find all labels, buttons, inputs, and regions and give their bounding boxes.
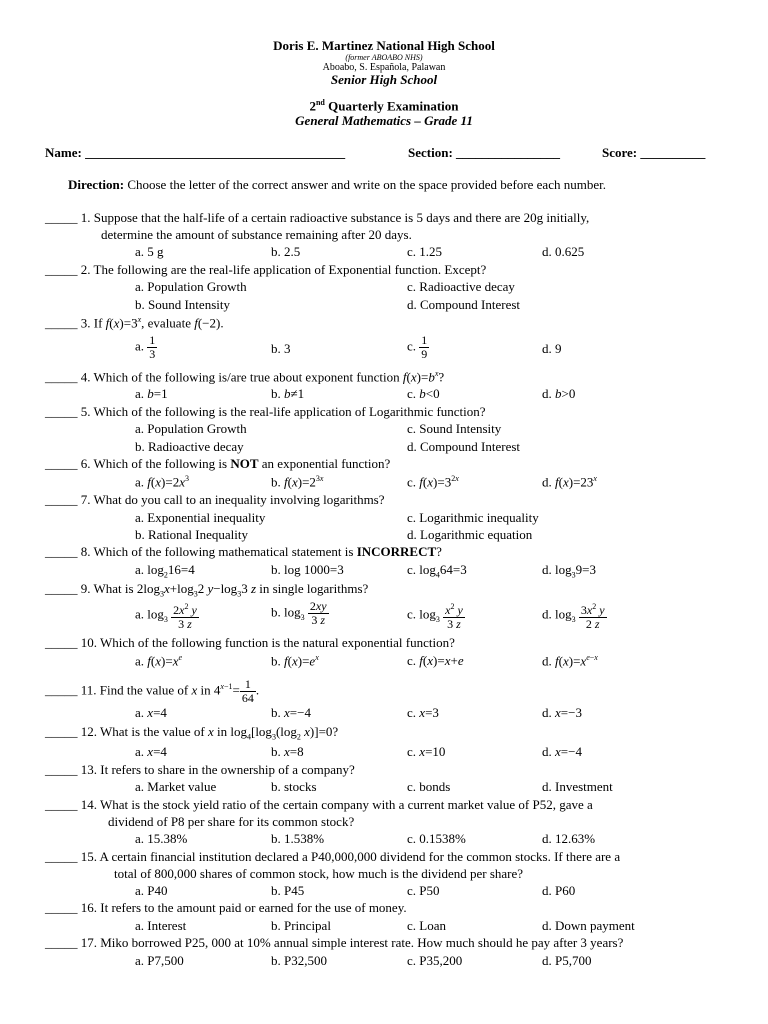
q9-c-label: c. (407, 606, 420, 622)
q2-option-a[interactable]: a. Population Growth (135, 279, 247, 294)
q4-option-c[interactable]: c. b<0 (407, 386, 440, 401)
q6-option-a[interactable]: a. $f(x)=2x^3$ (135, 474, 189, 490)
exam-ordinal-suffix: nd (315, 98, 325, 107)
q6-emphasis: NOT (230, 456, 259, 471)
question-15-line2: total of 800,000 shares of common stock, how much is the dividend per share? (114, 866, 524, 881)
question-1: _____ 1. Suppose that the half-life of a certain radioactive substance is 5 days and there are 20g initially, (45, 210, 590, 225)
q6-c-label: c. (407, 474, 420, 490)
q8-option-b[interactable]: b. log 1000=3 (271, 562, 344, 577)
question-13: _____ 13. It refers to share in the ownership of a company? (45, 762, 355, 777)
q3-a-fraction (147, 334, 157, 361)
q3-option-b[interactable]: b. 3 (271, 341, 291, 356)
q2-option-b[interactable]: b. Sound Intensity (135, 297, 230, 312)
direction-label: Direction: (68, 177, 125, 192)
q6-b-label: b. (271, 474, 284, 490)
q9-option-d[interactable]: d. $\log_3$ $\frac{3x^2 y}{2 z}$ (542, 602, 605, 631)
question-7: _____ 7. What do you call to an inequality involving logarithms? (45, 492, 385, 507)
q11-mid: in (197, 682, 214, 698)
q13-option-d[interactable]: d. Investment (542, 779, 613, 794)
q10-option-c[interactable]: c. f(x)=x+e (407, 653, 464, 668)
q16-option-c[interactable]: c. Loan (407, 918, 446, 933)
q13-option-b[interactable]: b. stocks (271, 779, 317, 794)
q3-prefix: _____ 3. If (45, 315, 106, 331)
exam-ordinal: 2 (309, 98, 316, 114)
q12-option-d[interactable]: d. x=−4 (542, 744, 582, 759)
q13-option-c[interactable]: c. bonds (407, 779, 451, 794)
q4-c-label: c. (407, 386, 420, 401)
q9-b-label: b. (271, 604, 284, 620)
q16-option-d[interactable]: d. Down payment (542, 918, 635, 933)
q11-option-c[interactable]: c. x=3 (407, 705, 439, 720)
question-14-line2: dividend of P8 per share for its common stock? (108, 814, 355, 829)
direction (68, 177, 606, 193)
q11-d-label: d. (542, 705, 555, 720)
q3-option-c[interactable] (407, 334, 429, 361)
q3-a-label: a. (135, 338, 148, 354)
q4-option-d[interactable]: d. b>0 (542, 386, 576, 401)
q6-post: an exponential function? (258, 456, 391, 471)
question-17: _____ 17. Miko borrowed P25, 000 at 10% annual simple interest rate. How much should he pay after 3 years? (45, 935, 624, 950)
q8-c-label: c. (407, 562, 420, 577)
q17-option-a[interactable]: a. P7,500 (135, 953, 184, 968)
question-6 (45, 456, 390, 472)
q12-b-label: b. (271, 744, 284, 759)
q16-option-b[interactable]: b. Principal (271, 918, 331, 933)
q11-option-b[interactable]: b. x=−4 (271, 705, 311, 720)
q9-pre: _____ 9. What is (45, 581, 137, 596)
q9-d-fraction: $\frac{3x^2 y}{2 z}$ (580, 602, 605, 631)
q3-mid: , evaluate (141, 315, 195, 331)
question-4: _____ 4. Which of the following is/are true about exponent function $f(x)=b^x$? (45, 369, 445, 385)
q10-option-a[interactable]: a. $f(x)=x^e$ (135, 653, 183, 669)
q6-option-c[interactable]: c. $f(x)=3^{2x}$ (407, 474, 459, 490)
q3-a-den: 3 (149, 347, 156, 361)
direction-text: Choose the letter of the correct answer and write on the space provided before each number. (124, 177, 606, 192)
q7-option-b[interactable]: b. Rational Inequality (135, 527, 249, 542)
score-field[interactable]: Score: __________ (602, 145, 706, 160)
q6-pre: _____ 6. Which of the following is (45, 456, 231, 471)
q9-post: in single logarithms? (256, 581, 369, 596)
question-3: _____ 3. If $f(x)=3^x$, evaluate f(−2). (45, 315, 224, 331)
q4-a-label: a. (135, 386, 148, 401)
q4-b-label: b. (271, 386, 284, 401)
section-field[interactable]: Section: ________________ (408, 145, 561, 160)
q9-option-a[interactable]: a. $\log_3$ $\frac{2x^2 y}{3 z}$ (135, 602, 197, 631)
q5-option-a[interactable]: a. Population Growth (135, 421, 247, 436)
subject-title: General Mathematics – Grade 11 (295, 113, 473, 128)
q4-option-b[interactable]: b. b≠1 (271, 386, 305, 401)
q4-d-label: d. (542, 386, 555, 401)
q4-option-a[interactable]: a. b=1 (135, 386, 168, 401)
former-name: (former ABOABO NHS) (345, 53, 423, 62)
q3-option-d[interactable]: d. 9 (542, 341, 562, 356)
q12-post: ? (332, 724, 339, 739)
q12-option-c[interactable]: c. x=10 (407, 744, 446, 759)
q1-option-d[interactable]: d. 0.625 (542, 244, 585, 259)
q8-a-label: a. (135, 562, 148, 577)
q14-option-c[interactable]: c. 0.1538% (407, 831, 466, 846)
q8-option-a[interactable]: a. $\log_216=4$ (135, 562, 195, 580)
q5-option-b[interactable]: b. Radioactive decay (135, 439, 244, 454)
q11-fraction: $\frac{1}{64}$ (241, 677, 254, 705)
q8-option-d[interactable]: d. $\log_39=3$ (542, 562, 596, 580)
q12-mid: in (213, 724, 231, 739)
q4-text: _____ 4. Which of the following is/are true about exponent function (45, 369, 403, 385)
exam-title-text: Quarterly Examination (324, 98, 459, 114)
q2-option-d[interactable]: d. Compound Interest (407, 297, 521, 312)
q4-end: ? (438, 369, 445, 385)
question-11: _____ 11. Find the value of x in $4^{x-1}=$ $\frac{1}{64}$ . (45, 677, 260, 705)
question-8 (45, 544, 442, 560)
exam-title (0, 98, 768, 114)
q17-option-c[interactable]: c. P35,200 (407, 953, 463, 968)
q6-d-label: d. (542, 474, 555, 490)
q15-option-c[interactable]: c. P50 (407, 883, 440, 898)
q8-d-label: d. (542, 562, 555, 577)
school-address: Aboabo, S. Española, Palawan (322, 62, 446, 73)
q10-a-label: a. (135, 653, 148, 669)
q7-option-a[interactable]: a. Exponential inequality (135, 510, 266, 525)
question-2: _____ 2. The following are the real-life application of Exponential function. Except? (45, 262, 487, 277)
q10-option-d[interactable]: d. $f(x)=x^{e-x}$ (542, 653, 598, 669)
q17-option-b[interactable]: b. P32,500 (271, 953, 327, 968)
q3-a-num: 1 (149, 333, 156, 347)
q10-d-label: d. (542, 653, 555, 669)
q5-option-d[interactable]: d. Compound Interest (407, 439, 521, 454)
q11-b-label: b. (271, 705, 284, 720)
q10-b-label: b. (271, 653, 284, 669)
q12-option-a[interactable]: a. x=4 (135, 744, 167, 759)
q11-c-label: c. (407, 705, 420, 720)
q7-option-c[interactable]: c. Logarithmic inequality (407, 510, 539, 525)
q15-option-d[interactable]: d. P60 (542, 883, 576, 898)
question-14: _____ 14. What is the stock yield ratio of the certain company with a current market value of P52, gave a (45, 797, 593, 812)
q9-d-label: d. (542, 606, 555, 622)
q7-option-d[interactable]: d. Logarithmic equation (407, 527, 533, 542)
q9-a-label: a. (135, 606, 148, 622)
program-name: Senior High School (330, 72, 438, 87)
q12-pre: _____ 12. What is the value of (45, 724, 208, 739)
q3-c-den: 9 (421, 347, 428, 361)
q15-option-a[interactable]: a. P40 (135, 883, 168, 898)
q1-option-c[interactable]: c. 1.25 (407, 244, 443, 259)
q10-c-label: c. (407, 653, 420, 668)
q16-option-a[interactable]: a. Interest (135, 918, 187, 933)
q3-c-fraction (419, 334, 429, 361)
q11-option-a[interactable]: a. x=4 (135, 705, 167, 720)
q3-option-a[interactable] (135, 334, 157, 361)
question-10: _____ 10. Which of the following function is the natural exponential function? (45, 635, 455, 650)
q2-option-c[interactable]: c. Radioactive decay (407, 279, 515, 294)
q1-option-b[interactable]: b. 2.5 (271, 244, 301, 259)
school-name: Doris E. Martinez National High School (273, 38, 495, 53)
q6-option-b[interactable]: b. $f(x)=2^{3x}$ (271, 474, 324, 490)
question-9: _____ 9. What is $2\log_3x+\log_32$ $y-\log_33$ z in single logarithms? (45, 581, 369, 599)
q13-option-a[interactable]: a. Market value (135, 779, 217, 794)
q15-option-b[interactable]: b. P45 (271, 883, 305, 898)
q9-option-c[interactable]: c. $\log_3$ $\frac{x^2 y}{3 z}$ (407, 602, 463, 631)
q8-emphasis: INCORRECT (356, 544, 437, 559)
q12-d-label: d. (542, 744, 555, 759)
q10-option-b[interactable]: b. $f(x)=e^x$ (271, 653, 319, 669)
q6-a-label: a. (135, 474, 148, 490)
q9-option-b[interactable]: b. $\log_3$ $\frac{2xy}{3 z}$ (271, 599, 327, 627)
question-5: _____ 5. Which of the following is the real-life application of Logarithmic function? (45, 404, 486, 419)
q6-option-d[interactable]: d. $f(x)=23^x$ (542, 474, 597, 490)
q9-c-fraction: $\frac{x^2 y}{3 z}$ (445, 602, 463, 631)
q3-end: . (220, 315, 224, 331)
question-15: _____ 15. A certain financial institution declared a P40,000,000 dividend for the common stocks. If there are a (45, 849, 621, 864)
q5-option-c[interactable]: c. Sound Intensity (407, 421, 502, 436)
question-1-line2: determine the amount of substance remaining after 20 days. (101, 227, 412, 242)
q8-post: ? (436, 544, 442, 559)
q14-option-a[interactable]: a. 15.38% (135, 831, 188, 846)
q11-pre: _____ 11. Find the value of (45, 682, 192, 698)
question-12: _____ 12. What is the value of x in $\log_4[\log_3(\log_2$ x)]=0? (45, 724, 339, 742)
question-16: _____ 16. It refers to the amount paid or earned for the use of money. (45, 900, 407, 915)
q8-option-c[interactable]: c. $\log_464=3$ (407, 562, 467, 580)
q12-a-label: a. (135, 744, 148, 759)
q8-b-label: b. (271, 562, 284, 577)
name-field[interactable]: Name: ________________________________________ (45, 145, 346, 160)
q3-c-label: c. (407, 338, 420, 354)
q14-option-b[interactable]: b. 1.538% (271, 831, 325, 846)
q9-a-fraction: $\frac{2x^2 y}{3 z}$ (173, 602, 197, 631)
q3-c-num: 1 (421, 333, 428, 347)
q12-option-b[interactable]: b. x=8 (271, 744, 304, 759)
q8-pre: _____ 8. Which of the following mathematical statement is (45, 544, 357, 559)
q11-a-label: a. (135, 705, 148, 720)
q12-c-label: c. (407, 744, 420, 759)
q17-option-d[interactable]: d. P5,700 (542, 953, 592, 968)
q9-b-fraction: $\frac{2xy}{3 z}$ (309, 599, 327, 627)
q1-option-a[interactable]: a. 5 g (135, 244, 164, 259)
q11-option-d[interactable]: d. x=−3 (542, 705, 582, 720)
q14-option-d[interactable]: d. 12.63% (542, 831, 596, 846)
